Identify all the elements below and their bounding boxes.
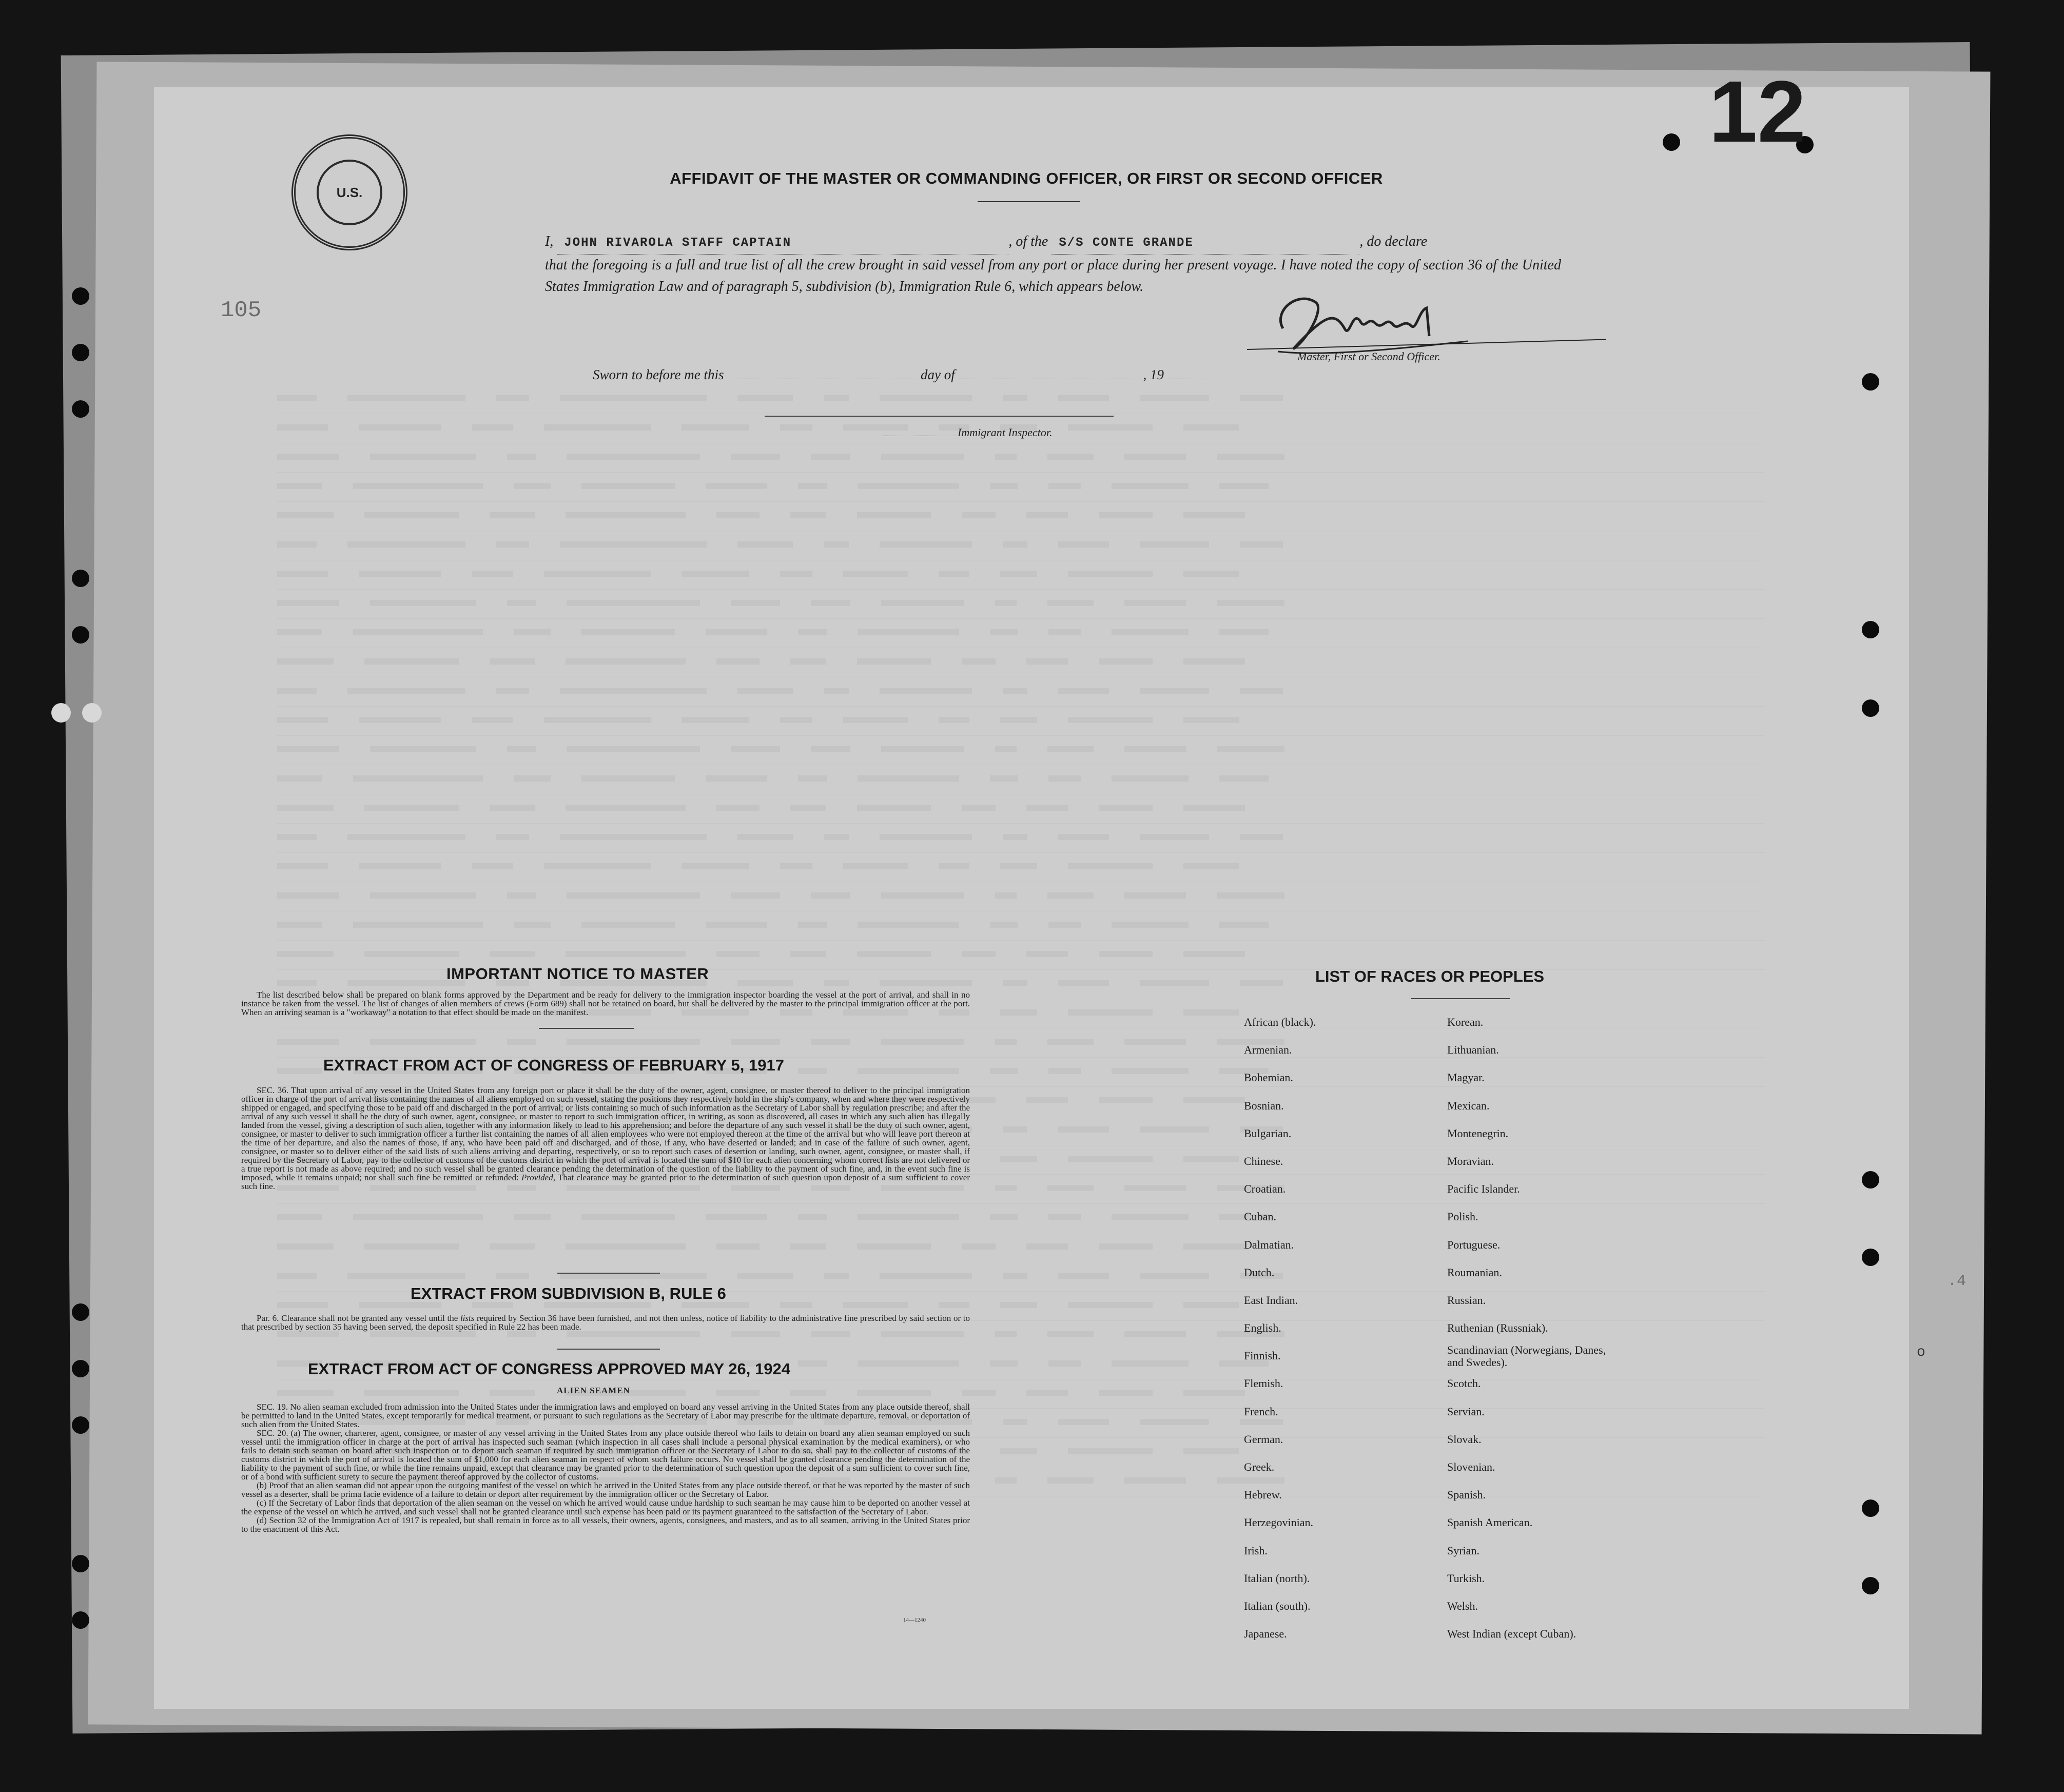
punch-hole — [1862, 1499, 1879, 1517]
margin-mark: o — [1917, 1345, 1925, 1360]
margin-mark: .4 — [1948, 1273, 1966, 1290]
race-item: Montenegrin. — [1447, 1126, 1509, 1140]
declaration-line — [545, 231, 1571, 255]
race-item: Servian. — [1447, 1405, 1485, 1418]
race-item: Mexican. — [1447, 1099, 1490, 1112]
bleed-row — [277, 882, 1765, 911]
race-item: Greek. — [1244, 1460, 1275, 1473]
race-item: Korean. — [1447, 1016, 1484, 1028]
race-item: Italian (north). — [1244, 1571, 1310, 1585]
vessel-name-field — [1052, 231, 1359, 255]
bleed-row — [277, 502, 1765, 531]
race-item: Polish. — [1447, 1210, 1478, 1223]
punch-hole — [72, 400, 89, 418]
notice-title: IMPORTANT NOTICE TO MASTER — [446, 965, 709, 983]
race-item: Bosnian. — [1244, 1099, 1284, 1112]
race-item: Welsh. — [1447, 1599, 1478, 1612]
race-item: Croatian. — [1244, 1182, 1286, 1196]
race-item: Japanese. — [1244, 1627, 1287, 1641]
sec20a-text: SEC. 20. (a) The owner, charterer, agent, consignee, or master of any vessel arriving in the United States from any place outside thereof who fails to detain on board any alien seaman employed on such vessel until the immigration officer in charge at the port of arrival has inspected such seaman (which inspection in all cases shall include a personal physical examination by the medical examiners), or who fails to detain such seaman on board after such inspection or to deport such seaman if required by such immigration officer or the Secretary of Labor to do so, shall pay to the collector of customs of the customs district in which the port of arrival is located the sum of $1,000 for each alien seaman in respect of whom such failure occurs. No vessel shall be granted clearance pending the determination of the liability to the payment of such fine, or while the fine remains unpaid, except that clearance may be granted prior to the determination of such question upon the deposit of a sum sufficient to cover such fine, or of a bond with sufficient surety to secure the payment thereof approved by the collector of customs. — [241, 1428, 970, 1482]
race-item: East Indian. — [1244, 1293, 1298, 1307]
extract-1917-title: EXTRACT FROM ACT OF CONGRESS OF FEBRUARY 5, 1917 — [323, 1056, 784, 1074]
affidavit-title: AFFIDAVIT OF THE MASTER OR COMMANDING OFFICER, OR FIRST OR SECOND OFFICER — [670, 169, 1383, 187]
sworn-year-field — [1167, 367, 1209, 379]
race-item: Portuguese. — [1447, 1238, 1501, 1251]
race-item: Roumanian. — [1447, 1265, 1502, 1279]
race-item: Pacific Islander. — [1447, 1182, 1520, 1196]
punch-hole — [72, 570, 89, 587]
seal-emblem: U.S. — [317, 160, 382, 225]
inspector-caption — [883, 426, 1053, 439]
bleed-row — [277, 853, 1765, 882]
alien-seamen-heading: ALIEN SEAMEN — [557, 1386, 630, 1395]
race-item: Magyar. — [1447, 1071, 1485, 1084]
race-item: German. — [1244, 1432, 1283, 1446]
form-number: 14—1240 — [903, 1617, 926, 1623]
bleed-row — [277, 794, 1765, 824]
race-item: Moravian. — [1447, 1154, 1494, 1167]
declaration-lead: I, — [545, 233, 554, 249]
bleed-row — [277, 590, 1765, 619]
official-seal-stamp — [291, 134, 407, 250]
race-item: Herzegovinian. — [1244, 1516, 1313, 1529]
title-divider — [978, 201, 1080, 202]
punch-hole — [51, 703, 71, 723]
sec19-text: SEC. 19. No alien seaman excluded from admission into the United States under the immigration laws and employed on board any vessel arriving in the United States from any place outside thereof, shall be permitted to land in the United States, except temporarily for medical treatment, or pursuant to such regulations as the Secretary of Labor may prescribe for the ultimate departure, removal, or deportation of such alien from the United States. — [241, 1402, 970, 1429]
race-item: Bulgarian. — [1244, 1126, 1292, 1140]
bleed-row — [277, 648, 1765, 677]
inspector-signature-line — [765, 416, 1114, 417]
punch-hole — [1862, 1577, 1879, 1594]
page-number: 12 — [1709, 63, 1806, 161]
punch-hole — [72, 626, 89, 644]
inspector-label: Immigrant Inspector. — [958, 426, 1053, 439]
race-item: Bohemian. — [1244, 1071, 1293, 1084]
races-divider — [1411, 998, 1510, 999]
punch-hole — [72, 1303, 89, 1321]
bleed-row — [277, 443, 1765, 473]
race-item: Slovenian. — [1447, 1460, 1495, 1473]
race-item: Armenian. — [1244, 1043, 1292, 1057]
sec36-text: SEC. 36. That upon arrival of any vessel in the United States from any foreign port or place it shall be the duty of the owner, agent, consignee, or master thereof to deliver to the principal immigration officer in charge of the port of arrival lists containing the names of all aliens employed on such vessel, stating the positions they respectively hold in the ship's company, when and where they were respectively shipped or engaged, and specifying those to be paid off and discharged in the port of arrival; or lists containing so much of such information as the Secretary of Labor shall by regulation prescribe; and after the arrival of any such vessel it shall be the duty of such owner, agent, consignee, or master to report to such immigration officer, in writing, as soon as discovered, all cases in which any such alien has illegally landed from the vessel, giving a description of such alien, together with any information likely to lead to his apprehension; and before the departure of any such vessel it shall be the duty of such owner, agent, consignee, or master to deliver to such immigration officer a further list containing the names of all alien employees who were not employed thereon at the time of the arrival but who will leave port thereon at the time of her departure, and also the names of those, if any, who have been paid off and discharged, and of those, if any, who have deserted or landed; and in case of the failure of such owner, agent, consignee, or master so to deliver either of the said lists of such aliens arriving and departing, respectively, or so to report such cases of desertion or landing, such owner, agent, consignee, or master shall, if required by the Secretary of Labor, pay to the collector of customs of the customs district in which the port of arrival is located the sum of $10 for each alien concerning whom correct lists are not delivered or a true report is not made as above required; and no such vessel shall be granted clearance pending the determination of the question of the liability to the payment of such fine, and, in the event such fine is imposed, while it remains unpaid; nor shall such fine be remitted or refunded: — [241, 1085, 970, 1182]
race-item: Cuban. — [1244, 1210, 1276, 1223]
vessel-name: S/S CONTE GRANDE — [1059, 236, 1194, 250]
punch-hole — [1862, 1249, 1879, 1266]
do-declare-label: , do declare — [1359, 233, 1428, 249]
race-item: Russian. — [1447, 1293, 1486, 1307]
officer-name-field — [557, 231, 1008, 255]
race-item: English. — [1244, 1321, 1281, 1335]
bleed-row — [277, 707, 1765, 736]
bleed-row — [277, 824, 1765, 853]
officer-name: JOHN RIVAROLA STAFF CAPTAIN — [564, 236, 792, 250]
bleed-row — [277, 385, 1765, 414]
extract-1924-body — [241, 1403, 970, 1533]
bleed-row — [277, 531, 1765, 560]
race-item: Scotch. — [1447, 1377, 1481, 1390]
sec20d-text: (d) Section 32 of the Immigration Act of 1917 is repealed, but shall remain in force as to all vessels, their owners, agents, consignees, and masters, and as to all seamen, arriving in the United States prior to the enactment of this Act. — [241, 1515, 970, 1534]
race-item: Turkish. — [1447, 1571, 1485, 1585]
sworn-day-field — [727, 367, 917, 379]
punch-hole — [72, 1416, 89, 1434]
day-of-label: day of — [921, 367, 955, 382]
race-item: Spanish American. — [1447, 1516, 1533, 1529]
punch-hole — [1862, 373, 1879, 391]
punch-hole — [1862, 699, 1879, 717]
races-right-column — [1447, 1008, 1622, 1648]
rule6-lists-word: lists — [460, 1313, 475, 1323]
punch-hole — [1862, 621, 1879, 638]
punch-hole — [1663, 133, 1680, 151]
race-item: West Indian (except Cuban). — [1447, 1627, 1576, 1641]
year-label: , 19 — [1143, 367, 1164, 382]
of-the-label: , of the — [1008, 233, 1048, 249]
bleed-row — [277, 619, 1765, 648]
race-item: Italian (south). — [1244, 1599, 1311, 1612]
race-item: Irish. — [1244, 1544, 1268, 1557]
declaration-body: that the foregoing is a full and true list of all the crew brought in said vessel from any port or place during her present voyage. I have noted the copy of section 36 of the United States Immigration Law and of paragraph 5, subdivision (b), Immigration Rule 6, which appears below. — [545, 257, 1561, 295]
punch-hole — [1862, 1171, 1879, 1189]
section-divider — [557, 1349, 660, 1350]
bleed-row — [277, 911, 1765, 941]
bleed-row — [277, 677, 1765, 707]
sec36-tail: That clearance may be granted prior to the determination of such question upon deposit of a sum sufficient to cover such fine. — [241, 1173, 970, 1191]
races-title: LIST OF RACES OR PEOPLES — [1315, 967, 1545, 985]
extract-1924-title: EXTRACT FROM ACT OF CONGRESS APPROVED MAY 26, 1924 — [308, 1360, 790, 1378]
extract-rule6-body — [241, 1314, 970, 1331]
corner-stamp-number: 105 — [221, 298, 262, 323]
sworn-statement — [593, 367, 1209, 383]
extract-rule6-title: EXTRACT FROM SUBDIVISION B, RULE 6 — [411, 1284, 726, 1302]
punch-hole — [82, 703, 102, 723]
bleed-row — [277, 765, 1765, 794]
proviso-word: Provided, — [521, 1173, 555, 1182]
rule6-text-end: required by Section 36 have been furnished, and not then unless, notice of liability to the administrative fine prescribed by said section or to that prescribed by section 35 having been served, the deposit specified in Rule 22 has been made. — [241, 1313, 970, 1332]
bleed-row — [277, 560, 1765, 590]
bleed-row — [277, 473, 1765, 502]
bleed-row — [277, 736, 1765, 765]
sec20b-text: (b) Proof that an alien seaman did not appear upon the outgoing manifest of the vessel on which he arrived in the United States from any place outside thereof, or that he was reported by the master of such vessel as a deserter, shall be prima facie evidence of a failure to detain or deport after requirement by the immigration officer or the Secretary of Labor. — [241, 1481, 970, 1499]
sec20c-text: (c) If the Secretary of Labor finds that deportation of the alien seaman on the vessel on which he arrived would cause undue hardship to such seaman he may cause him to be deported on another vessel at the expense of the vessel on which he arrived, and such vessel shall not be granted clearance until such expense has been paid or its payment guaranteed to the satisfaction of the Secretary of Labor. — [241, 1498, 970, 1516]
extract-1917-body — [241, 1086, 970, 1191]
race-item: Slovak. — [1447, 1432, 1482, 1446]
race-item: French. — [1244, 1405, 1278, 1418]
race-item: Ruthenian (Russniak). — [1447, 1321, 1548, 1335]
punch-hole — [72, 1360, 89, 1377]
sworn-month-field — [959, 367, 1143, 379]
punch-hole — [72, 1611, 89, 1629]
race-item: Spanish. — [1447, 1488, 1486, 1502]
race-item: Chinese. — [1244, 1154, 1283, 1167]
race-item: Dutch. — [1244, 1265, 1275, 1279]
race-item: Scandinavian (Norwegians, Danes, and Swedes). — [1447, 1343, 1606, 1369]
punch-hole — [72, 1555, 89, 1572]
sworn-label: Sworn to before me this — [593, 367, 724, 382]
race-item: Lithuanian. — [1447, 1043, 1499, 1057]
notice-body: The list described below shall be prepared on blank forms approved by the Department and be ready for delivery to the immigration inspector boarding the vessel at the port of arrival, and shall in no instance be taken from the vessel. The list of changes of alien members of crews (Form 689) shall not be retained on board, but shall be delivered by the master to the principal immigration officer at the port. When an arriving seaman is a "workaway" a notation to that effect should be made on the manifest. — [241, 990, 970, 1017]
race-item: Syrian. — [1447, 1544, 1479, 1557]
races-left-column — [1244, 1008, 1316, 1648]
race-item: African (black). — [1244, 1016, 1316, 1028]
signature-label: Master, First or Second Officer. — [1297, 350, 1440, 363]
race-item: Finnish. — [1244, 1349, 1281, 1362]
rule6-text-start: Par. 6. Clearance shall not be granted any vessel until the — [257, 1313, 458, 1323]
section-divider — [557, 1273, 660, 1274]
race-item: Dalmatian. — [1244, 1238, 1294, 1251]
punch-hole — [72, 287, 89, 305]
race-item: Flemish. — [1244, 1377, 1283, 1390]
section-divider — [539, 1028, 634, 1029]
race-item: Hebrew. — [1244, 1488, 1282, 1502]
punch-hole — [72, 344, 89, 361]
